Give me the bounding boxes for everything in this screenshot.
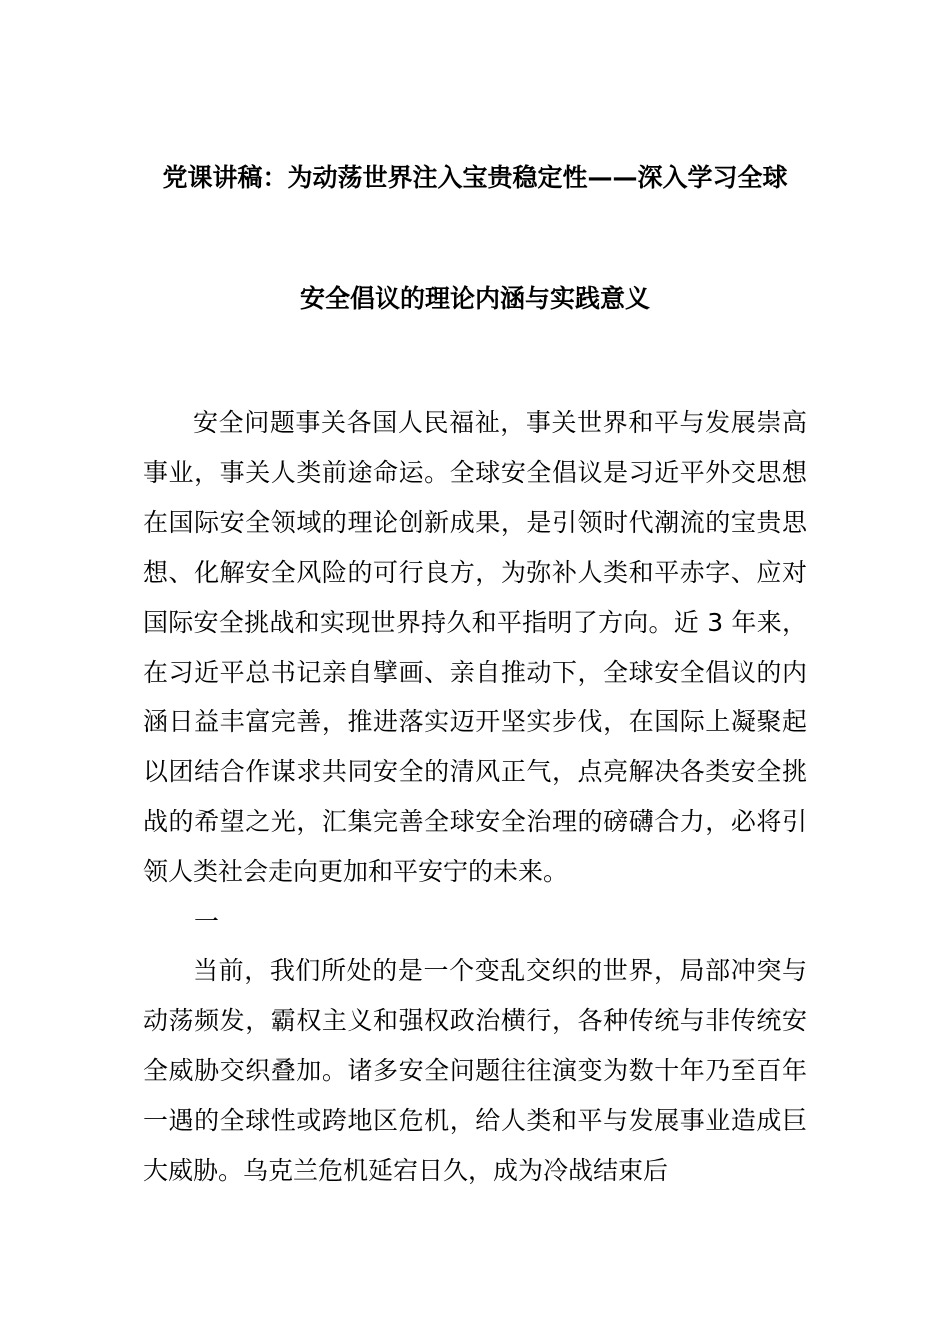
document-title-line-2: 安全倡议的理论内涵与实践意义 bbox=[299, 284, 650, 313]
document-title-line-1: 党课讲稿：为动荡世界注入宝贵稳定性——深入学习全球 bbox=[162, 163, 788, 192]
section-number: 一 bbox=[194, 907, 220, 936]
body-paragraph-section-1: 当前，我们所处的是一个变乱交织的世界，局部冲突与动荡频发，霸权主义和强权政治横行，各种传统与非传统安全威胁交织叠加。诸多安全问题往往演变为数十年乃至百年一遇的全球性或跨地区危机，给人类和平与发展事业造成巨大威胁。乌克兰危机延宕日久，成为冷战结束后 bbox=[143, 956, 807, 1185]
body-paragraph-intro: 安全问题事关各国人民福祉，事关世界和平与发展崇高事业，事关人类前途命运。全球安全倡议是习近平外交思想在国际安全领域的理论创新成果，是引领时代潮流的宝贵思想、化解安全风险的可行良方，为弥补人类和平赤字、应对国际安全挑战和实现世界持久和平指明了方向。近 3 年来，在习近平总书记亲自擘画、亲自推动下，全球安全倡议的内涵日益丰富完善，推进落实迈开坚实步伐，在国际上凝聚起以团结合作谋求共同安全的清风正气，点亮解决各类安全挑战的希望之光，汇集完善全球安全治理的磅礴合力，必将引领人类社会走向更加和平安宁的未来。 bbox=[143, 408, 807, 887]
